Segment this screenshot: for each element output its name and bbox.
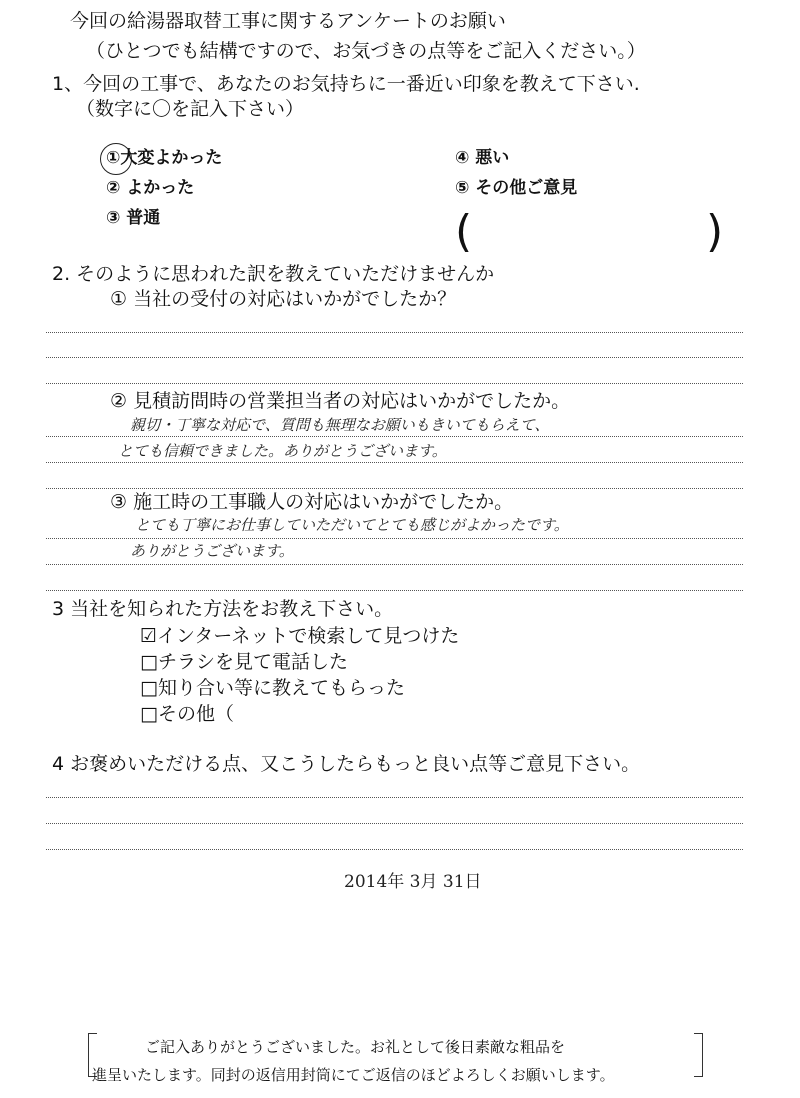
option-4[interactable]: ④ 悪い	[455, 148, 510, 168]
question-2-sub2: ② 見積訪問時の営業担当者の対応はいかがでしたか。	[110, 390, 571, 412]
question-2-sub1: ① 当社の受付の対応はいかがでしたか？	[110, 288, 457, 310]
answer-line	[46, 357, 743, 358]
handwritten-answer-3-line2: ありがとうございます。	[130, 542, 294, 560]
open-paren: (	[455, 206, 473, 257]
answer-line	[46, 488, 743, 489]
source-option-acquaintance[interactable]: □知り合い等に教えてもらった	[140, 677, 405, 699]
answer-line	[46, 462, 743, 463]
source-option-internet[interactable]: ☑インターネットで検索して見つけた	[140, 625, 460, 647]
close-paren: )	[706, 206, 724, 257]
answer-line	[46, 849, 743, 850]
answer-line	[46, 332, 743, 333]
handwritten-answer-3-line1: とても丁寧にお仕事していただいてとても感じがよかったです。	[135, 516, 569, 534]
page-subtitle: （ひとつでも結構ですので、お気づきの点等をご記入ください。）	[86, 40, 646, 62]
survey-date: 2014年 3月 31日	[344, 872, 482, 892]
question-2: 2. そのように思われた訳を教えていただけませんか	[52, 263, 495, 285]
question-1-note: （数字に〇を記入下さい）	[76, 98, 305, 120]
question-4: 4 お褒めいただける点、又こうしたらもっと良い点等ご意見下さい。	[52, 753, 641, 775]
answer-line	[46, 383, 743, 384]
option-1[interactable]: ①大変よかった	[106, 148, 223, 168]
answer-line	[46, 797, 743, 798]
answer-line	[46, 538, 743, 539]
source-option-other[interactable]: □その他（	[140, 703, 234, 725]
answer-line	[46, 436, 743, 437]
question-2-sub3: ③ 施工時の工事職人の対応はいかがでしたか。	[110, 491, 514, 513]
page-title: 今回の給湯器取替工事に関するアンケートのお願い	[70, 10, 506, 32]
answer-line	[46, 590, 743, 591]
source-option-flyer[interactable]: □チラシを見て電話した	[140, 651, 348, 673]
option-2[interactable]: ② よかった	[106, 178, 195, 198]
footer-line-1: ご記入ありがとうございました。お礼として後日素敵な粗品を	[145, 1038, 566, 1056]
answer-line	[46, 564, 743, 565]
question-1: 1、今回の工事で、あなたのお気持ちに一番近い印象を教えて下さい.	[52, 73, 640, 95]
handwritten-answer-2-line2: とても信頼できました。ありがとうございます。	[118, 442, 447, 460]
handwritten-answer-2-line1: 親切・丁寧な対応で、質問も無理なお願いもきいてもらえて、	[130, 416, 550, 434]
footer-line-2: 進呈いたします。同封の返信用封筒にてご返信のほどよろしくお願いします。	[92, 1066, 615, 1084]
answer-line	[46, 823, 743, 824]
footer-bracket-right	[694, 1033, 703, 1077]
question-3: 3 当社を知られた方法をお教え下さい。	[52, 598, 394, 620]
option-3[interactable]: ③ 普通	[106, 208, 161, 228]
option-5[interactable]: ⑤ その他ご意見	[455, 178, 578, 198]
